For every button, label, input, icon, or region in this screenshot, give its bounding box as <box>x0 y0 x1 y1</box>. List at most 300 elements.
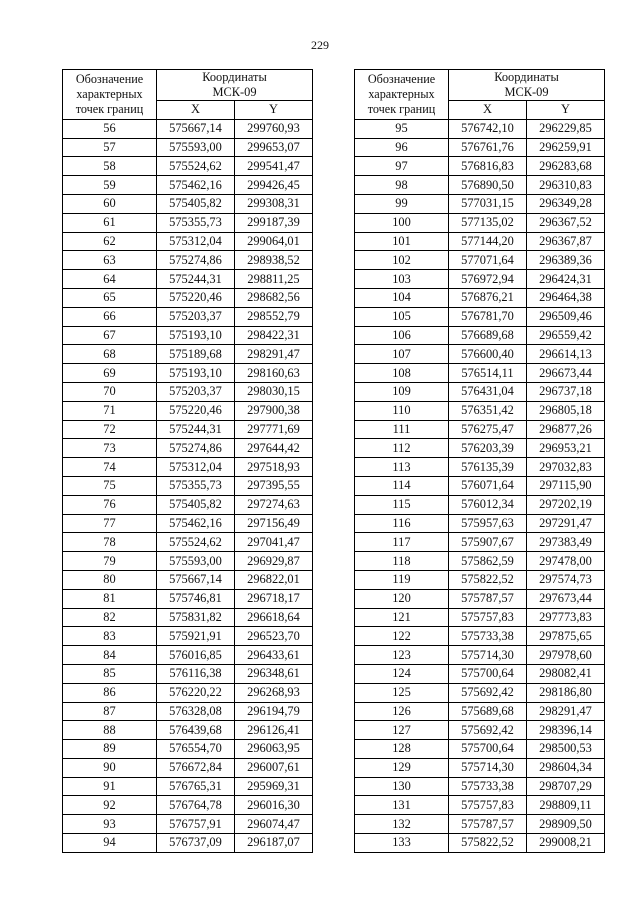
table-row <box>63 495 313 514</box>
y-coordinate-cell: 298811,25 <box>235 270 313 289</box>
table-row <box>63 552 313 571</box>
x-coordinate-cell: 576689,68 <box>449 326 527 345</box>
x-coordinate-cell: 575921,91 <box>157 627 235 646</box>
x-coordinate-cell: 575757,83 <box>449 608 527 627</box>
point-number-cell: 73 <box>63 439 157 458</box>
table-header <box>63 70 313 120</box>
x-header: X <box>449 101 527 120</box>
point-number-cell: 130 <box>355 777 449 796</box>
x-coordinate-cell: 575244,31 <box>157 420 235 439</box>
table-row <box>355 458 605 477</box>
y-coordinate-cell: 298809,11 <box>527 796 605 815</box>
point-number-cell: 105 <box>355 307 449 326</box>
x-coordinate-cell: 575193,10 <box>157 326 235 345</box>
y-coordinate-cell: 296523,70 <box>235 627 313 646</box>
point-number-cell: 100 <box>355 213 449 232</box>
table-row <box>355 157 605 176</box>
table-row <box>355 439 605 458</box>
table-row <box>355 270 605 289</box>
x-coordinate-cell: 575733,38 <box>449 627 527 646</box>
table-row <box>355 777 605 796</box>
y-coordinate-cell: 298422,31 <box>235 326 313 345</box>
y-coordinate-cell: 296016,30 <box>235 796 313 815</box>
table-row <box>63 251 313 270</box>
x-coordinate-cell: 576071,64 <box>449 476 527 495</box>
y-coordinate-cell: 296229,85 <box>527 119 605 138</box>
point-number-cell: 132 <box>355 815 449 834</box>
point-number-cell: 94 <box>63 834 157 853</box>
table-row <box>355 119 605 138</box>
point-number-cell: 120 <box>355 589 449 608</box>
x-coordinate-cell: 575524,62 <box>157 157 235 176</box>
y-coordinate-cell: 297115,90 <box>527 476 605 495</box>
y-coordinate-cell: 296509,46 <box>527 307 605 326</box>
y-coordinate-cell: 297291,47 <box>527 514 605 533</box>
point-number-cell: 63 <box>63 251 157 270</box>
x-coordinate-cell: 577135,02 <box>449 213 527 232</box>
point-number-cell: 104 <box>355 288 449 307</box>
table-row <box>63 288 313 307</box>
point-number-cell: 72 <box>63 420 157 439</box>
point-number-cell: 91 <box>63 777 157 796</box>
y-coordinate-cell: 297771,69 <box>235 420 313 439</box>
coordinates-table-right <box>354 69 605 853</box>
point-number-cell: 97 <box>355 157 449 176</box>
point-number-cell: 81 <box>63 589 157 608</box>
x-coordinate-cell: 575203,37 <box>157 382 235 401</box>
point-number-cell: 103 <box>355 270 449 289</box>
y-coordinate-cell: 299187,39 <box>235 213 313 232</box>
point-number-cell: 85 <box>63 664 157 683</box>
y-coordinate-cell: 297518,93 <box>235 458 313 477</box>
y-coordinate-cell: 296559,42 <box>527 326 605 345</box>
y-coordinate-cell: 296822,01 <box>235 570 313 589</box>
page-number: 229 <box>311 38 329 52</box>
x-coordinate-cell: 576737,09 <box>157 834 235 853</box>
x-coordinate-cell: 575689,68 <box>449 702 527 721</box>
y-coordinate-cell: 297900,38 <box>235 401 313 420</box>
point-number-cell: 64 <box>63 270 157 289</box>
table-row <box>355 533 605 552</box>
point-number-cell: 101 <box>355 232 449 251</box>
coords-label-line: Координаты <box>494 70 559 84</box>
table-row <box>63 307 313 326</box>
y-coordinate-cell: 296268,93 <box>235 683 313 702</box>
point-label-header <box>63 70 157 120</box>
y-coordinate-cell: 298291,47 <box>527 702 605 721</box>
y-coordinate-cell: 297574,73 <box>527 570 605 589</box>
table-row <box>63 514 313 533</box>
x-coordinate-cell: 576012,34 <box>449 495 527 514</box>
x-coordinate-cell: 575244,31 <box>157 270 235 289</box>
table-row <box>355 664 605 683</box>
table-row <box>63 796 313 815</box>
table-row <box>63 664 313 683</box>
point-number-cell: 66 <box>63 307 157 326</box>
point-number-cell: 129 <box>355 758 449 777</box>
table-row <box>355 401 605 420</box>
table-row <box>63 176 313 195</box>
table-row <box>355 721 605 740</box>
point-number-cell: 102 <box>355 251 449 270</box>
x-coordinate-cell: 575462,16 <box>157 176 235 195</box>
y-coordinate-cell: 298082,41 <box>527 664 605 683</box>
table-row <box>355 552 605 571</box>
coordinate-system-header <box>449 70 605 101</box>
x-coordinate-cell: 576781,70 <box>449 307 527 326</box>
x-coordinate-cell: 575862,59 <box>449 552 527 571</box>
table-row <box>355 815 605 834</box>
y-coordinate-cell: 296126,41 <box>235 721 313 740</box>
table-row <box>63 570 313 589</box>
point-number-cell: 109 <box>355 382 449 401</box>
point-number-cell: 93 <box>63 815 157 834</box>
point-number-cell: 128 <box>355 740 449 759</box>
x-coordinate-cell: 576431,04 <box>449 382 527 401</box>
y-coordinate-cell: 296673,44 <box>527 364 605 383</box>
point-number-cell: 65 <box>63 288 157 307</box>
point-number-cell: 119 <box>355 570 449 589</box>
point-number-cell: 84 <box>63 646 157 665</box>
point-number-cell: 68 <box>63 345 157 364</box>
y-coordinate-cell: 296953,21 <box>527 439 605 458</box>
point-number-cell: 96 <box>355 138 449 157</box>
point-label-header <box>355 70 449 120</box>
x-coordinate-cell: 576328,08 <box>157 702 235 721</box>
y-coordinate-cell: 299760,93 <box>235 119 313 138</box>
table-row <box>63 326 313 345</box>
x-coordinate-cell: 576765,31 <box>157 777 235 796</box>
point-number-cell: 78 <box>63 533 157 552</box>
x-coordinate-cell: 575757,83 <box>449 796 527 815</box>
y-coordinate-cell: 297395,55 <box>235 476 313 495</box>
table-row <box>355 627 605 646</box>
point-number-cell: 118 <box>355 552 449 571</box>
point-number-cell: 69 <box>63 364 157 383</box>
point-number-cell: 115 <box>355 495 449 514</box>
table-row <box>355 495 605 514</box>
x-coordinate-cell: 576275,47 <box>449 420 527 439</box>
x-coordinate-cell: 576351,42 <box>449 401 527 420</box>
table-row <box>63 157 313 176</box>
x-coordinate-cell: 575524,62 <box>157 533 235 552</box>
x-coordinate-cell: 577144,20 <box>449 232 527 251</box>
point-number-cell: 86 <box>63 683 157 702</box>
table-row <box>63 758 313 777</box>
x-coordinate-cell: 576554,70 <box>157 740 235 759</box>
x-coordinate-cell: 575787,57 <box>449 589 527 608</box>
y-coordinate-cell: 296349,28 <box>527 194 605 213</box>
coordinate-system-header <box>157 70 313 101</box>
table-row <box>355 232 605 251</box>
table-row <box>355 758 605 777</box>
point-label-line: характерных <box>368 86 435 101</box>
point-number-cell: 95 <box>355 119 449 138</box>
y-coordinate-cell: 297773,83 <box>527 608 605 627</box>
x-coordinate-cell: 575189,68 <box>157 345 235 364</box>
x-header: X <box>157 101 235 120</box>
coords-label-line: МСК-09 <box>212 85 257 99</box>
point-number-cell: 70 <box>63 382 157 401</box>
y-coordinate-cell: 296310,83 <box>527 176 605 195</box>
x-coordinate-cell: 575822,52 <box>449 834 527 853</box>
x-coordinate-cell: 575220,46 <box>157 288 235 307</box>
y-coordinate-cell: 297032,83 <box>527 458 605 477</box>
table-row <box>355 589 605 608</box>
y-coordinate-cell: 297274,63 <box>235 495 313 514</box>
x-coordinate-cell: 575700,64 <box>449 740 527 759</box>
point-number-cell: 121 <box>355 608 449 627</box>
point-number-cell: 123 <box>355 646 449 665</box>
table-row <box>63 420 313 439</box>
y-coordinate-cell: 297875,65 <box>527 627 605 646</box>
x-coordinate-cell: 575787,57 <box>449 815 527 834</box>
coordinates-table-left <box>62 69 313 853</box>
y-coordinate-cell: 296718,17 <box>235 589 313 608</box>
point-number-cell: 90 <box>63 758 157 777</box>
x-coordinate-cell: 576816,83 <box>449 157 527 176</box>
y-coordinate-cell: 298396,14 <box>527 721 605 740</box>
point-label-line: Обозначение <box>367 71 436 86</box>
table-header <box>355 70 605 120</box>
x-coordinate-cell: 576135,39 <box>449 458 527 477</box>
table-row <box>63 458 313 477</box>
table-row <box>355 213 605 232</box>
point-number-cell: 62 <box>63 232 157 251</box>
y-coordinate-cell: 298604,34 <box>527 758 605 777</box>
x-coordinate-cell: 575692,42 <box>449 721 527 740</box>
x-coordinate-cell: 575667,14 <box>157 570 235 589</box>
y-coordinate-cell: 299008,21 <box>527 834 605 853</box>
x-coordinate-cell: 575274,86 <box>157 439 235 458</box>
table-row <box>355 288 605 307</box>
point-number-cell: 89 <box>63 740 157 759</box>
x-coordinate-cell: 575593,00 <box>157 138 235 157</box>
y-coordinate-cell: 298682,56 <box>235 288 313 307</box>
point-number-cell: 74 <box>63 458 157 477</box>
x-coordinate-cell: 575714,30 <box>449 758 527 777</box>
table-row <box>355 608 605 627</box>
x-coordinate-cell: 576764,78 <box>157 796 235 815</box>
table-row <box>355 251 605 270</box>
table-row <box>63 683 313 702</box>
point-number-cell: 116 <box>355 514 449 533</box>
table-row <box>63 439 313 458</box>
table-row <box>63 119 313 138</box>
table-row <box>63 382 313 401</box>
point-number-cell: 112 <box>355 439 449 458</box>
y-coordinate-cell: 299308,31 <box>235 194 313 213</box>
y-coordinate-cell: 296283,68 <box>527 157 605 176</box>
point-label-line: Обозначение <box>75 71 144 86</box>
x-coordinate-cell: 575193,10 <box>157 364 235 383</box>
x-coordinate-cell: 575667,14 <box>157 119 235 138</box>
x-coordinate-cell: 575355,73 <box>157 476 235 495</box>
x-coordinate-cell: 575714,30 <box>449 646 527 665</box>
table-row <box>63 702 313 721</box>
point-number-cell: 61 <box>63 213 157 232</box>
point-number-cell: 117 <box>355 533 449 552</box>
table-row <box>63 476 313 495</box>
table-row <box>63 608 313 627</box>
x-coordinate-cell: 575405,82 <box>157 495 235 514</box>
table-row <box>355 382 605 401</box>
y-coordinate-cell: 296194,79 <box>235 702 313 721</box>
point-number-cell: 126 <box>355 702 449 721</box>
point-number-cell: 82 <box>63 608 157 627</box>
table-row <box>63 138 313 157</box>
point-number-cell: 59 <box>63 176 157 195</box>
point-number-cell: 131 <box>355 796 449 815</box>
point-number-cell: 58 <box>63 157 157 176</box>
table-row <box>355 646 605 665</box>
x-coordinate-cell: 576203,39 <box>449 439 527 458</box>
point-number-cell: 106 <box>355 326 449 345</box>
y-coordinate-cell: 297202,19 <box>527 495 605 514</box>
x-coordinate-cell: 576672,84 <box>157 758 235 777</box>
y-coordinate-cell: 299541,47 <box>235 157 313 176</box>
point-number-cell: 133 <box>355 834 449 853</box>
x-coordinate-cell: 576742,10 <box>449 119 527 138</box>
point-number-cell: 99 <box>355 194 449 213</box>
y-coordinate-cell: 296618,64 <box>235 608 313 627</box>
x-coordinate-cell: 575405,82 <box>157 194 235 213</box>
table-row <box>355 702 605 721</box>
x-coordinate-cell: 576761,76 <box>449 138 527 157</box>
y-coordinate-cell: 298186,80 <box>527 683 605 702</box>
y-coordinate-cell: 295969,31 <box>235 777 313 796</box>
table-row <box>63 194 313 213</box>
table-row <box>355 176 605 195</box>
point-number-cell: 79 <box>63 552 157 571</box>
y-coordinate-cell: 296367,52 <box>527 213 605 232</box>
y-coordinate-cell: 297383,49 <box>527 533 605 552</box>
point-label-line: характерных <box>76 86 143 101</box>
table-row <box>63 533 313 552</box>
x-coordinate-cell: 575907,67 <box>449 533 527 552</box>
point-number-cell: 71 <box>63 401 157 420</box>
y-coordinate-cell: 296614,13 <box>527 345 605 364</box>
x-coordinate-cell: 576600,40 <box>449 345 527 364</box>
point-number-cell: 57 <box>63 138 157 157</box>
point-label-line: точек границ <box>75 101 144 116</box>
y-coordinate-cell: 299426,45 <box>235 176 313 195</box>
y-coordinate-cell: 296389,36 <box>527 251 605 270</box>
table-row <box>63 721 313 740</box>
y-coordinate-cell: 296433,61 <box>235 646 313 665</box>
point-number-cell: 107 <box>355 345 449 364</box>
coords-label-line: МСК-09 <box>504 85 549 99</box>
point-number-cell: 111 <box>355 420 449 439</box>
table-row <box>355 364 605 383</box>
y-coordinate-cell: 296464,38 <box>527 288 605 307</box>
x-coordinate-cell: 576757,91 <box>157 815 235 834</box>
y-coordinate-cell: 296877,26 <box>527 420 605 439</box>
y-coordinate-cell: 298552,79 <box>235 307 313 326</box>
point-number-cell: 92 <box>63 796 157 815</box>
table-row <box>355 420 605 439</box>
y-coordinate-cell: 299064,01 <box>235 232 313 251</box>
x-coordinate-cell: 575312,04 <box>157 232 235 251</box>
y-coordinate-cell: 298909,50 <box>527 815 605 834</box>
y-header: Y <box>235 101 313 120</box>
table-row <box>63 646 313 665</box>
y-coordinate-cell: 297156,49 <box>235 514 313 533</box>
y-coordinate-cell: 296063,95 <box>235 740 313 759</box>
table-row <box>355 138 605 157</box>
y-coordinate-cell: 297478,00 <box>527 552 605 571</box>
point-number-cell: 56 <box>63 119 157 138</box>
y-coordinate-cell: 298291,47 <box>235 345 313 364</box>
table-row <box>63 232 313 251</box>
point-number-cell: 98 <box>355 176 449 195</box>
table-row <box>355 476 605 495</box>
coords-label-line: Координаты <box>202 70 267 84</box>
table-row <box>63 815 313 834</box>
y-coordinate-cell: 296259,91 <box>527 138 605 157</box>
point-number-cell: 110 <box>355 401 449 420</box>
x-coordinate-cell: 576876,21 <box>449 288 527 307</box>
x-coordinate-cell: 576439,68 <box>157 721 235 740</box>
x-coordinate-cell: 577031,15 <box>449 194 527 213</box>
table-row <box>63 627 313 646</box>
table-row <box>355 796 605 815</box>
point-number-cell: 125 <box>355 683 449 702</box>
y-coordinate-cell: 296424,31 <box>527 270 605 289</box>
y-coordinate-cell: 298030,15 <box>235 382 313 401</box>
y-coordinate-cell: 297644,42 <box>235 439 313 458</box>
point-label-line: точек границ <box>367 101 436 116</box>
point-number-cell: 124 <box>355 664 449 683</box>
point-number-cell: 60 <box>63 194 157 213</box>
x-coordinate-cell: 576220,22 <box>157 683 235 702</box>
table-row <box>355 834 605 853</box>
y-coordinate-cell: 296805,18 <box>527 401 605 420</box>
x-coordinate-cell: 575746,81 <box>157 589 235 608</box>
point-number-cell: 108 <box>355 364 449 383</box>
table-row <box>355 570 605 589</box>
table-row <box>355 514 605 533</box>
x-coordinate-cell: 576016,85 <box>157 646 235 665</box>
table-row <box>355 740 605 759</box>
y-coordinate-cell: 297041,47 <box>235 533 313 552</box>
x-coordinate-cell: 575692,42 <box>449 683 527 702</box>
point-number-cell: 80 <box>63 570 157 589</box>
point-number-cell: 77 <box>63 514 157 533</box>
y-coordinate-cell: 296737,18 <box>527 382 605 401</box>
table-row <box>63 740 313 759</box>
point-number-cell: 87 <box>63 702 157 721</box>
y-coordinate-cell: 296187,07 <box>235 834 313 853</box>
point-number-cell: 67 <box>63 326 157 345</box>
point-number-cell: 75 <box>63 476 157 495</box>
point-number-cell: 114 <box>355 476 449 495</box>
x-coordinate-cell: 576514,11 <box>449 364 527 383</box>
x-coordinate-cell: 575831,82 <box>157 608 235 627</box>
x-coordinate-cell: 575355,73 <box>157 213 235 232</box>
table-row <box>63 364 313 383</box>
table-row <box>63 345 313 364</box>
table-row <box>355 307 605 326</box>
x-coordinate-cell: 575274,86 <box>157 251 235 270</box>
x-coordinate-cell: 575733,38 <box>449 777 527 796</box>
y-coordinate-cell: 297673,44 <box>527 589 605 608</box>
table-row <box>63 834 313 853</box>
x-coordinate-cell: 575220,46 <box>157 401 235 420</box>
x-coordinate-cell: 575822,52 <box>449 570 527 589</box>
y-coordinate-cell: 297978,60 <box>527 646 605 665</box>
y-coordinate-cell: 296367,87 <box>527 232 605 251</box>
